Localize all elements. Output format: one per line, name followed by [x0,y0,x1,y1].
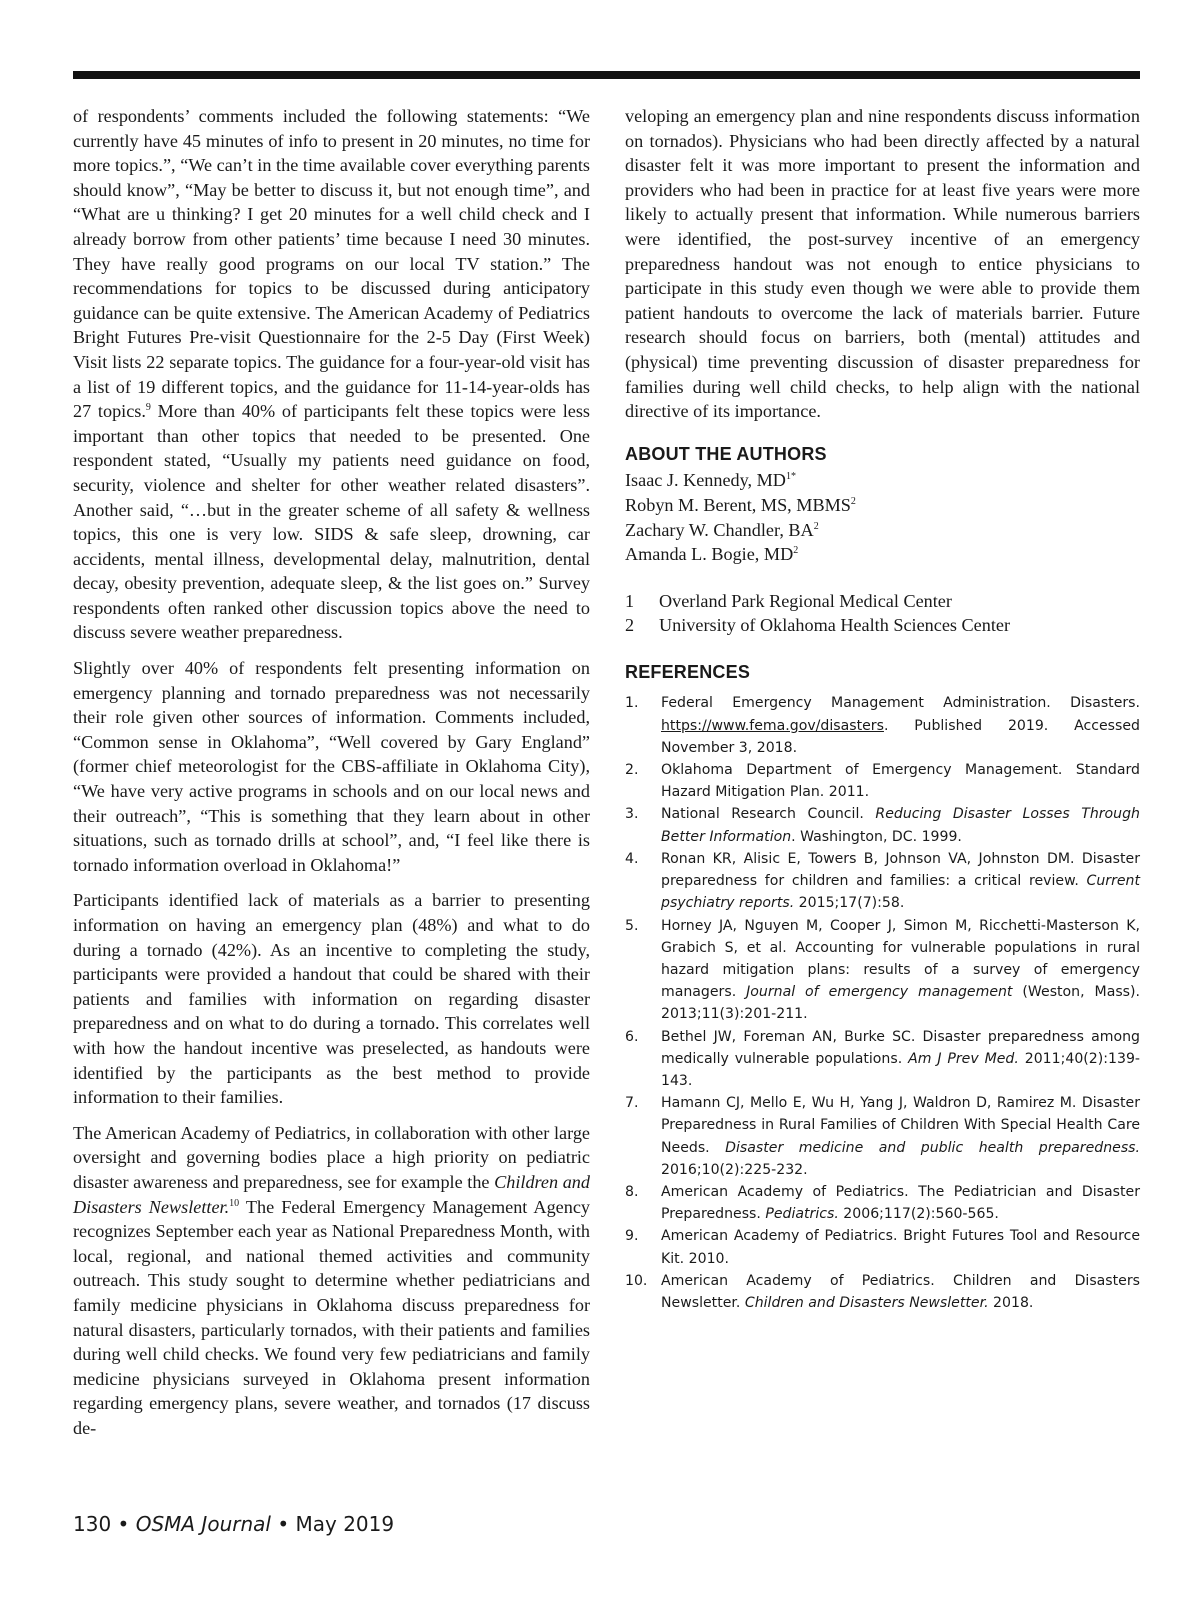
issue-date: May 2019 [295,1512,395,1536]
references-heading: REFERENCES [625,661,751,682]
reference-item: 1. Federal Emergency Management Administration. Disasters. https://www.fema.gov/disasters. Published 2019. Accessed November 3, 2018. [625,695,1140,756]
reference-item: 4. Ronan KR, Alisic E, Towers B, Johnson VA, Johnston DM. Disaster preparedness for children and families: a critical review. Current psychiatry reports. 2015;17(7):58. [625,850,1140,912]
paragraph-2: Slightly over 40% of respondents felt presenting information on emergency planning and tornado preparedness was not necessarily their role given other sources of information. Comments included, “Common sense in Oklahoma”, “Well covered by Gary England” (former chief meteorologist for the CBS-affiliate in Oklahoma City), “We have very active programs in schools and on our local news and their outreach”, “This is something that they learn about in other situations, such as tornado drills at school”, and, “I feel like there is tornado information overload in Oklahoma!” [73,658,590,875]
reference-item: 3. National Research Council. Reducing Disaster Losses Through Better Information. Washington, DC. 1999. [625,806,1140,845]
reference-item: 6. Bethel JW, Foreman AN, Burke SC. Disaster preparedness among medically vulnerable populations. Am J Prev Med. 2011;40(2):139-143. [625,1028,1141,1089]
author-1: Isaac J. Kennedy, $MD^{1*}$ [625,470,796,491]
affiliation-list [625,589,1140,638]
reference-item: 2. Oklahoma Department of Emergency Management. Standard Hazard Mitigation Plan. 2011. [625,762,1140,801]
affiliation-1: 1 Overland Park Regional Medical Center [625,590,952,611]
author-list [625,468,1140,566]
top-rule [73,71,1140,79]
journal-name: OSMA Journal [135,1512,271,1536]
affiliation-2: 2 University of Oklahoma Health Sciences Center [625,615,1011,636]
reference-item: 5. Horney JA, Nguyen M, Cooper J, Simon M, Ricchetti-Masterson K, Grabich S, et al. Accounting for vulnerable populations in rural hazard mitigation plans: results of a survey of emergency managers. Journal of emergency management (Weston, Mass). 2013;11(3):201-211. [625,917,1141,1023]
author-4: Amanda L. Bogie, $MD^2$ [625,544,799,565]
fema-link[interactable]: https://www.fema.gov/disasters [661,717,884,734]
paragraph-4: The American Academy of Pediatrics, in collaboration with other large oversight and governing bodies place a high priority on pediatric disaster awareness and preparedness, see for example the Children and Disasters Newsletter.$^{10}$ The Federal Emergency Management Agency recognizes September each year as National Preparedness Month, with local, regional, and national themed activities and community outreach. This study sought to determine whether pediatricians and family medicine physicians in Oklahoma discuss preparedness for natural disasters, particularly tornados, with their patients and families during well child checks. We found very few pediatricians and family medicine physicians surveyed in Oklahoma present information regarding emergency plans, severe weather, and tornados (17 discuss de- [73,1122,590,1438]
reference-list [625,692,1140,1314]
reference-item: 10. American Academy of Pediatrics. Children and Disasters Newsletter. Children and Disasters Newsletter. 2018. [625,1272,1140,1311]
reference-item: 7. Hamann CJ, Mello E, Wu H, Yang J, Waldron D, Ramirez M. Disaster Preparedness in Rural Families of Children With Special Health Care Needs. Disaster medicine and public health preparedness. 2016;10(2):225-232. [625,1095,1140,1178]
page-number: 130 [73,1512,112,1536]
reference-item: 9. American Academy of Pediatrics. Bright Futures Tool and Resource Kit. 2010. [625,1228,1140,1267]
paragraph-5: veloping an emergency plan and nine respondents discuss information on tornados). Physicians who had been directly affected by a natural disaster felt it was more important to present the information and providers who had been in practice for at least five years were more likely to actually present that information. While numerous barriers were identified, the post-survey incentive of an emergency preparedness handout was not enough to entice physicians to participate in this study even though we were able to provide them patient handouts to overcome the lack of materials barrier. Future research should focus on barriers, both (mental) attitudes and (physical) time preventing discussion of disaster preparedness for families during well child checks, to help align with the national directive of its importance. [625,106,1140,422]
paragraph-1: of respondents’ comments included the following statements: “We currently have 45 minutes of info to present in 20 minutes, no time for more topics.”, “We can’t in the time available cover everything parents should know”, “May be better to discuss it, but not enough time”, and “What are u thinking? I get 20 minutes for a well child check and I already borrow from other patients’ time because I need 30 minutes. They have really good programs on our local TV station.” The recommendations for topics to be discussed during anticipatory guidance can be quite extensive. The American Academy of Pediatrics Bright Futures Pre-visit Questionnaire for the 2-5 Day (First Week) Visit lists 22 separate topics. The guidance for a four-year-old visit has a list of 19 different topics, and the guidance for 11-14-year-olds has 27 topics.$^9$ More than 40% of participants felt these topics were less important than other topics that needed to be presented. One respondent stated, “Usually my patients need guidance on food, security, violence and shelter for other weather related disasters”. Another said, “…but in the greater scheme of all safety & wellness topics, this one is very low. SIDS & safe sleep, drowning, car accidents, mental illness, developmental delay, malnutrition, dental decay, obesity prevention, adequate sleep, & the list goes on.” Survey respondents often ranked other discussion topics above the need to discuss severe weather preparedness. [73,106,590,643]
reference-item: 8. American Academy of Pediatrics. The Pediatrician and Disaster Preparedness. Pediatrics. 2006;117(2):560-565. [625,1183,1140,1223]
right-column [625,104,1140,1314]
author-2: Robyn M. Berent, MS, MBMS$^2$ [625,494,856,515]
paragraph-3: Participants identified lack of materials as a barrier to presenting information on having an emergency plan (48%) and what to do during a tornado (42%). As an incentive to completing the study, participants were provided a handout that could be shared with their patients and families with information on regarding disaster preparedness and on what to do during a tornado. This correlates well with how the handout incentive was preselected, as handouts were identified by the participants as the best method to provide information to their families. [73,890,590,1108]
left-column [73,104,590,1451]
page-footer: 130 • OSMA Journal • May 2019 [73,1512,395,1536]
citation-9: 9 [145,402,151,414]
newsletter-title: Children and Disasters Newsletter. [73,1171,590,1217]
citation-10: 10 [229,1197,240,1209]
about-authors-heading: ABOUT THE AUTHORS [625,443,827,464]
author-3: Zachary W. Chandler, $BA^2$ [625,519,819,540]
